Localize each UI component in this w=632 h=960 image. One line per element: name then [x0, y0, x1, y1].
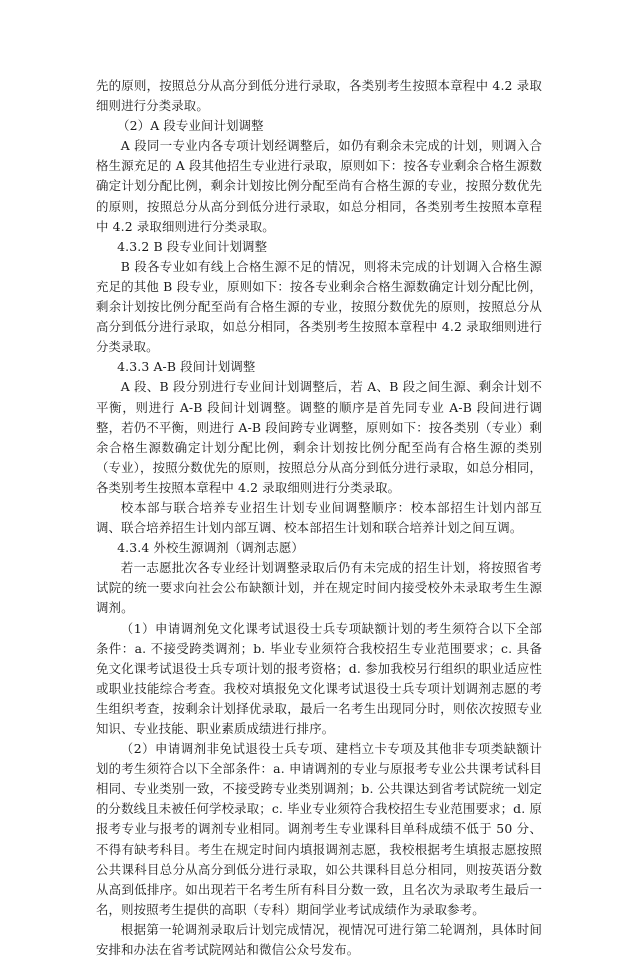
section-heading-4-3-4: 4.3.4 外校生源调剂（调剂志愿）: [117, 540, 304, 556]
paragraph-condition-1: （1）申请调剂免文化课考试退役士兵专项缺额计划的考生须符合以下全部条件：a. 不接受跨类调剂；b. 毕业专业须符合我校招生专业范围要求；c. 具备免文化课考试退役士兵专项计划的报考资格；d. 参加我校另行组织的职业适应性或职业技能综合考查。我校对填报免文化课考试退役士兵专项计划调剂志愿的考生组织考查，按剩余计划择优录取，最后一名考生出现同分时，则依次按照专业知识、专业技能、职业素质成绩进行排序。: [96, 620, 542, 736]
paragraph-b-segment-rules: B 段各专业如有线上合格生源不足的情况，则将未完成的计划调入合格生源充足的其他 B 段专业，原则如下：按各专业剩余合格生源数确定计划分配比例，剩余计划按比例分配至尚有合格生源的专业，按照分数优先的原则，按照总分从高分到低分进行录取，如总分相同，各类别考生按照本章程中 4.2 录取细则进行分类录取。: [96, 258, 542, 355]
paragraph-condition-2: （2）申请调剂非免试退役士兵专项、建档立卡专项及其他非专项类缺额计划的考生须符合以下全部条件：a. 申请调剂的专业与原报考专业公共课考试科目相同、专业类别一致，不接受跨专业类别调剂；b. 公共课达到省考试院统一划定的分数线且未被任何学校录取；c. 毕业专业须符合我校招生专业范围要求；d. 原报考专业与报考的调剂专业相同。调剂考生专业课科目单科成绩不低于 50 分、不得有缺考科目。考生在规定时间内填报调剂志愿，我校根据考生填报志愿按照公共课科目总分从高分到低分进行录取，如公共课科目总分相同，则按英语分数从高到低排序。如出现若干名考生所有科目分数一致，且名次为录取考生最后一名，则按照考生提供的高职（专科）期间学业考试成绩作为录取参考。: [96, 741, 542, 917]
section-heading-a-segment: （2）A 段专业间计划调整: [117, 118, 264, 134]
paragraph-second-round: 根据第一轮调剂录取后计划完成情况，视情况可进行第二轮调剂，具体时间安排和办法在省考试院网站和微信公众号发布。: [96, 921, 542, 958]
section-heading-4-3-3: 4.3.3 A-B 段间计划调整: [117, 359, 256, 375]
paragraph-a-b-adjustment: A 段、B 段分别进行专业间计划调整后，若 A、B 段之间生源、剩余计划不平衡，则进行 A-B 段间计划调整。调整的顺序是首先同专业 A-B 段间进行调整，若仍不平衡，则进行 A-B 段间跨专业调整，原则如下：按各类别（专业）剩余合格生源数确定计划分配比例，剩余计划按比例分配至尚有合格生源的类别（专业），按照分数优先的原则，按照总分从高分到低分进行录取，如总分相同，各类别考生按照本章程中 4.2 录取细则进行分类录取。: [96, 379, 542, 495]
section-heading-4-3-2: 4.3.2 B 段专业间计划调整: [117, 238, 268, 254]
paragraph-continuation: 先的原则，按照总分从高分到低分进行录取，各类别考生按照本章程中 4.2 录取细则进行分类录取。: [96, 78, 542, 114]
document-page: [96, 76, 542, 960]
paragraph-a-segment-rules: A 段同一专业内各专项计划经调整后，如仍有剩余未完成的计划，则调入合格生源充足的 A 段其他招生专业进行录取，原则如下：按各专业剩余合格生源数确定计划分配比例，剩余计划按比例分配至尚有合格生源的专业，按照分数优先的原则，按照总分从高分到低分进行录取，如总分相同，各类别考生按照本章程中 4.2 录取细则进行分类录取。: [96, 138, 542, 234]
paragraph-external-intro: 若一志愿批次各专业经计划调整录取后仍有未完成的招生计划，将按照省考试院的统一要求向社会公布缺额计划，并在规定时间内接受校外未录取考生生源调剂。: [96, 560, 542, 616]
paragraph-campus-order: 校本部与联合培养专业招生计划专业间调整顺序：校本部招生计划内部互调、联合培养招生计划内部互调、校本部招生计划和联合培养计划之间互调。: [96, 499, 542, 536]
